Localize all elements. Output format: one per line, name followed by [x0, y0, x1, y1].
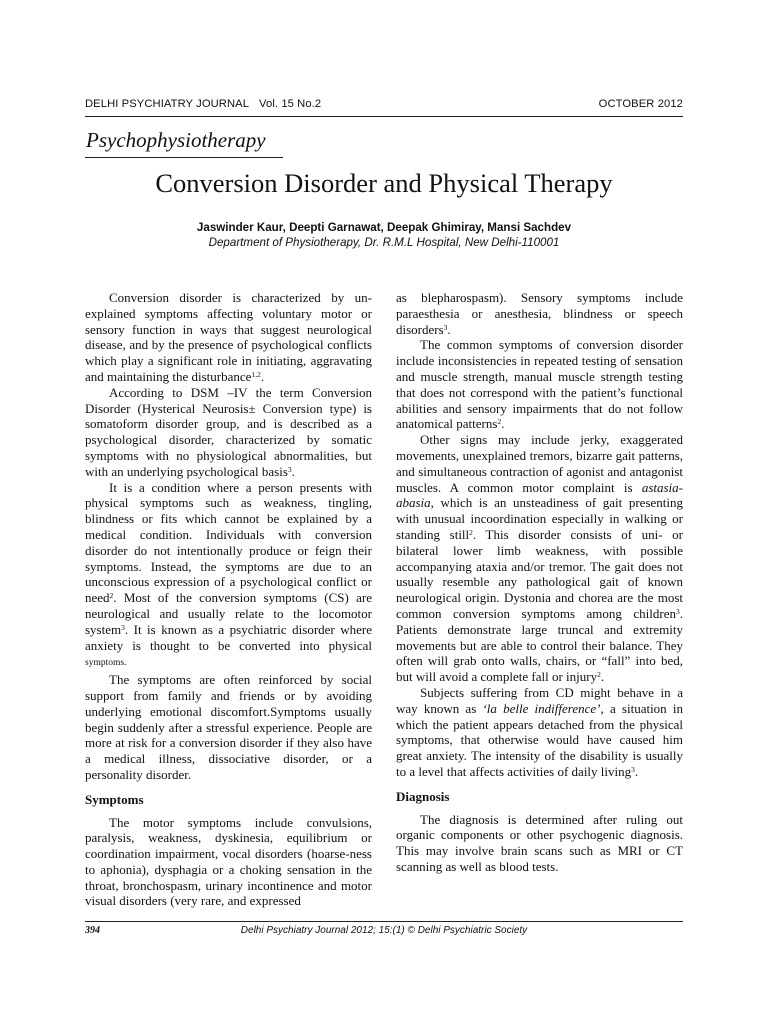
citation-ref: 1,2 — [251, 369, 261, 379]
heading-diagnosis: Diagnosis — [396, 788, 450, 804]
citation-ref: 2 — [109, 591, 114, 601]
paragraph: Conversion disorder is characterized by un-explained symptoms affecting voluntary motor or sensory function in ways that suggest neurological disease, and by the presence of psychological conflicts which play a significant role in initiating, aggravating and maintaining the disturbance$^{1,2}$. — [85, 290, 372, 384]
citation-ref: 3 — [443, 322, 448, 332]
right-column — [396, 290, 683, 875]
running-header — [85, 98, 683, 110]
citation-ref: 3 — [631, 764, 635, 774]
citation-ref: 2 — [497, 417, 502, 427]
journal-name: DELHI PSYCHIATRY JOURNAL — [85, 98, 250, 110]
section-title: Psychophysiotherapy — [86, 128, 266, 152]
citation-ref: 3 — [676, 606, 680, 616]
paragraph: According to DSM –IV the term Conversion Disorder (Hysterical Neurosis± Conversion type) is somatoform disorder group, and is described as a psychological disorder, characterized by somatic symptoms with no physiological abnormalities, but with an underlying psychological basis$^3$. — [85, 384, 372, 479]
footer-citation: Delhi Psychiatry Journal 2012; 15:(1) © Delhi Psychiatric Society — [240, 925, 528, 936]
citation-ref: 2 — [597, 670, 601, 680]
term-astasia-abasia: astasia-abasia — [396, 479, 683, 511]
affiliation: Department of Physiotherapy, Dr. R.M.L Hospital, New Delhi-110001 — [208, 236, 560, 249]
section-rule — [85, 157, 283, 158]
footer-rule — [85, 921, 683, 922]
header-rule — [85, 116, 683, 117]
paragraph: Subjects suffering from CD might behave in a way known as ‘la belle indifference’, a situation in which the patient appears detached from the physical symptoms, that otherwise would have caused him great anxiety. The intensity of the disability is usually to a level that affects activities of daily living$^3$. — [396, 684, 683, 779]
paragraph: The symptoms are often reinforced by social support from family and friends or by avoiding underlying emotional discomfort.Symptoms usually begin suddenly after a stressful experience. People are more at risk for a conversion disorder if they also have a medical illness, dissociative disorder, or a personality disorder. — [85, 672, 372, 782]
paragraph: The motor symptoms include convulsions, paralysis, weakness, dyskinesia, equilibrium or coordination impairment, vocal disorders (hoarse-ness to aphonia), dysphagia or a choking sensation in the throat, bronchospasm, urinary incontinence and motor visual disorders (very rare, and expressed — [85, 814, 372, 909]
left-column — [85, 290, 372, 909]
article-title: Conversion Disorder and Physical Therapy — [155, 168, 613, 198]
issue-date: OCTOBER 2012 — [598, 98, 683, 110]
paragraph: The common symptoms of conversion disorder include inconsistencies in repeated testing of sensation and muscle strength, manual muscle strength testing that does not correspond with the patient’s functional abilities and sensory impairments that do not follow anatomical patterns$^2$. — [396, 337, 683, 432]
journal-header — [85, 98, 321, 110]
paragraph: It is a condition where a person presents with physical symptoms such as weakness, tingling, blindness or fits which cannot be explained by a medical condition. Individuals with conversion disorder do not intentionally produce or feign their symptoms. Instead, the symptoms are due to an unconscious expression of a psychological conflict or need$^2$. Most of the conversion symptoms (CS) are neurological and usually relate to the locomotor system$^3$. It is known as a psychiatric disorder where anxiety is thought to be converted into physical symptoms. — [85, 479, 372, 669]
paragraph: as blepharospasm). Sensory symptoms include paraesthesia or anesthesia, blindness or speech disorders$^3$. — [396, 290, 683, 337]
journal-volume: Vol. 15 No.2 — [259, 98, 322, 110]
paragraph: The diagnosis is determined after ruling out organic components or other psychogenic diagnosis. This may involve brain scans such as MRI or CT scanning as well as blood tests. — [396, 811, 683, 874]
citation-ref: 2 — [469, 527, 473, 537]
term-la-belle-indifference: ‘la belle indifference’ — [482, 700, 601, 716]
author-list: Jaswinder Kaur, Deepti Garnawat, Deepak Ghimiray, Mansi Sachdev — [196, 221, 572, 234]
page-number: 394 — [85, 925, 100, 936]
citation-ref: 3 — [287, 464, 292, 474]
paragraph: Other signs may include jerky, exaggerated movements, unexplained tremors, bizarre gait patterns, and simultaneous contraction of agonist and antagonist muscles. A common motor complaint is astasia-abasia, which is an unsteadiness of gait presenting with unusual incoordination especially in walking or standing still$^2$. This disorder consists of uni- or bilateral lower limb weakness, with possible accompanying ataxia and/or tremor. The gait does not usually resemble any pathological gait of known neurological origin. Dystonia and chorea are the most common conversion symptoms among children$^3$. Patients demonstrate large truncal and extremity movements but are able to control their balance. They often will grab onto walls, chairs, or “fall” into bed, but will avoid a complete fall or injury$^2$. — [396, 432, 684, 685]
heading-symptoms: Symptoms — [85, 791, 144, 807]
citation-ref: 3 — [121, 622, 125, 632]
